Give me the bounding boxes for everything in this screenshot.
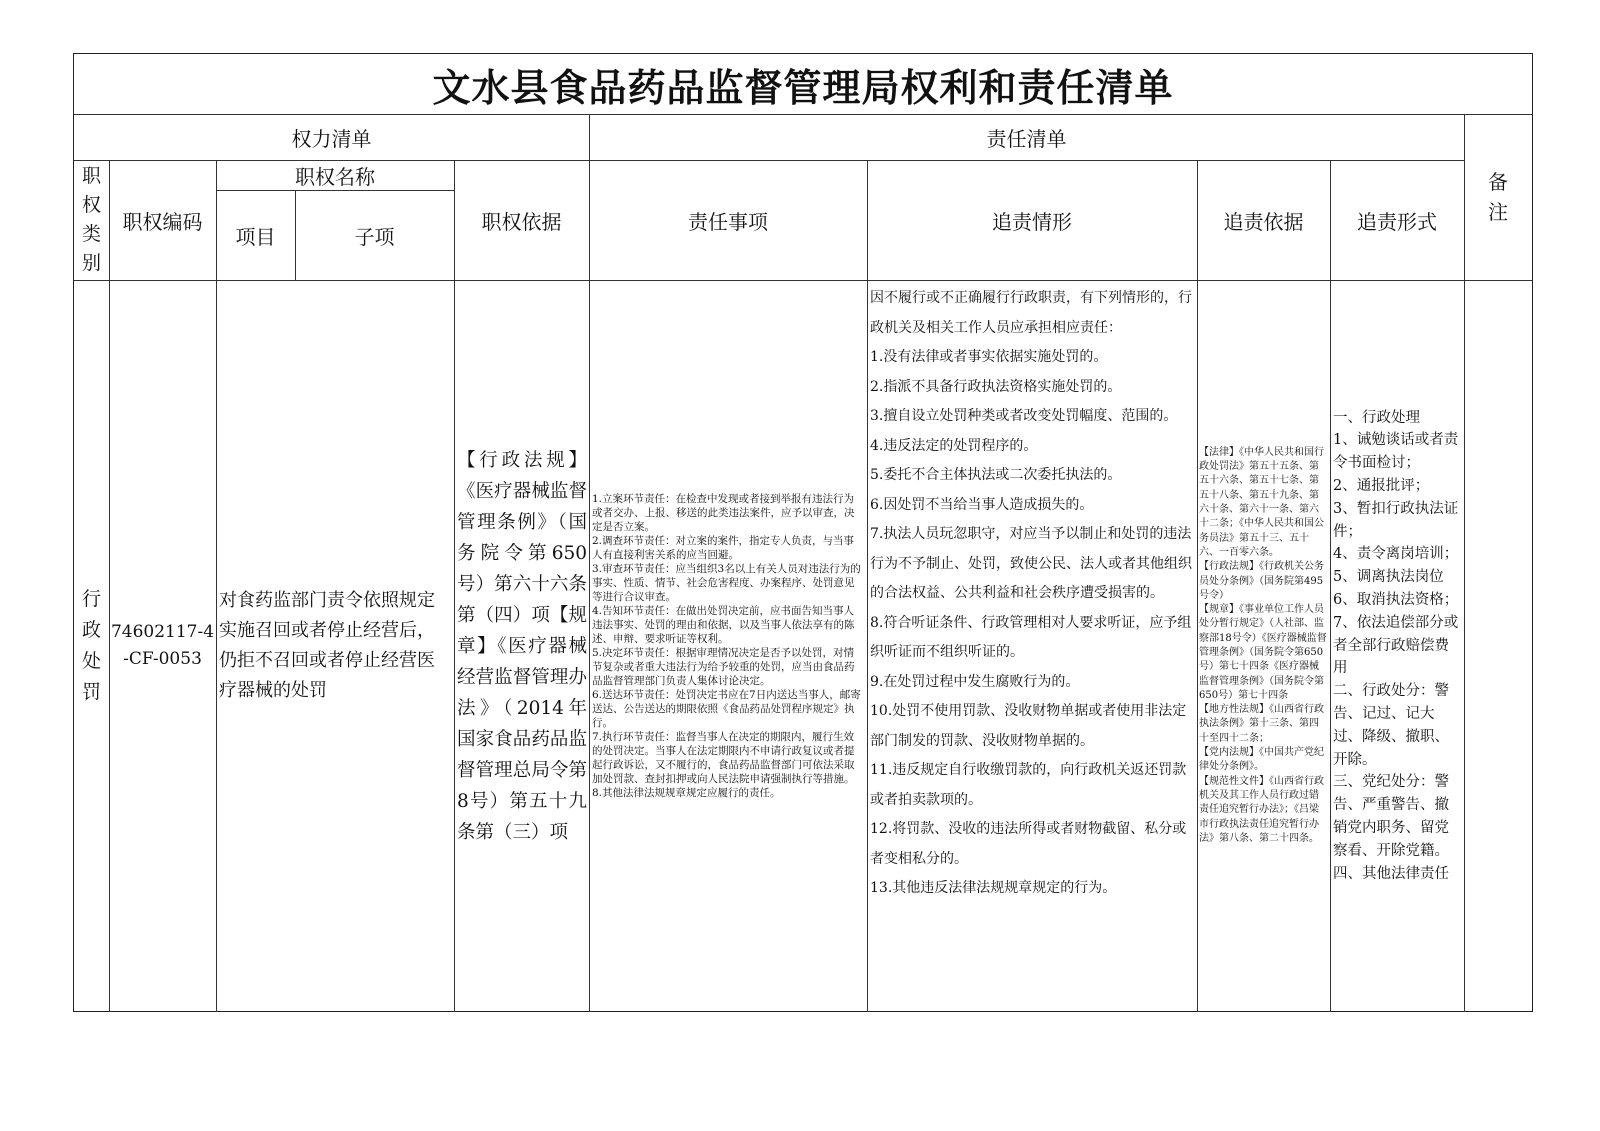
accountability-basis-item: 【规范性文件】《山西省行政机关及其工作人员行政过错责任追究暂行办法》；《吕梁市行政执法责任追究暂行办法》第八条、第二十四条。 [1199,775,1324,844]
duty-item: 6.送达环节责任：处罚决定书应在7日内送达当事人，邮寄送达、公告送达的期限依照《食品药品处罚程序规定》执行。 [592,689,861,729]
accountability-basis-item: 【党内法规】《中国共产党纪律处分条例》。 [1199,747,1324,773]
item-header: 项目 [235,224,276,249]
accountability-case: 10.处罚不使用罚款、没收财物单据或者使用非法定部门制发的罚款、没收财物单据的。 [870,703,1187,749]
category-header: 职权类别 [81,165,101,274]
accountability-form: 3、暂扣行政执法证件； [1333,500,1459,540]
accountability-cases-header: 追责情形 [992,209,1072,234]
basis-cell: 【行政法规】《医疗器械监督管理条例》（国务院令第650号）第六十六条第（四）项【规章】《医疗器械经营监督管理办法》（2014年国家食品药品监督管理总局令第8号）第五十九条第（三）项 [457,449,587,843]
accountability-form: 4、责令离岗培训； [1333,546,1459,563]
accountability-case: 5.委托不合主体执法或二次委托执法的。 [870,467,1122,483]
accountability-forms-cell [1330,280,1464,1012]
accountability-case: 3.擅自设立处罚种类或者改变处罚幅度、范围的。 [870,408,1178,424]
accountability-basis-cell [1197,280,1330,1012]
duty-item: 5.决定环节责任：根据审理情况决定是否予以处罚，对情节复杂或者重大违法行为给予较重的处罚，应当由食品药品监督管理部门负责人集体讨论决定。 [592,647,855,687]
accountability-case: 2.指派不具备行政执法资格实施处罚的。 [870,378,1122,395]
page-title: 文水县食品药品监督管理局权利和责任清单 [432,65,1174,110]
duties-header: 责任事项 [688,209,768,234]
code-header: 职权编码 [122,209,203,234]
duty-item: 1.立案环节责任：在检查中发现或者接到举报有违法行为或者交办、上报、移送的此类违法案件，应予以审查，决定是否立案。 [592,493,855,533]
accountability-case: 8.符合听证条件、行政管理相对人要求听证，应予组织听证而不组织听证的。 [870,614,1192,660]
accountability-basis-item: 【地方性法规】《山西省行政执法条例》第十三条、第四十至四十二条； [1199,704,1324,744]
duty-item: 3.审查环节责任：应当组织3名以上有关人员对违法行为的事实、性质、情节、社会危害程度、办案程序、处罚意见等进行合议审查。 [592,563,861,603]
accountability-form: 5、调离执法岗位 [1333,569,1444,586]
accountability-basis-item: 【行政法规】《行政机关公务员处分条例》（国务院第495号令） [1199,561,1324,601]
code-line1: 74602117-4 [110,622,215,642]
accountability-form: 6、取消执法资格； [1333,592,1459,608]
accountability-case: 13.其他违反法律法规规章规定的行为。 [870,880,1117,896]
code-cell [109,280,216,1012]
accountability-case: 9.在处罚过程中发生腐败行为的。 [870,673,1080,690]
name-group-header: 职权名称 [295,164,375,189]
basis-header: 职权依据 [481,209,562,234]
code-line2: -CF-0053 [123,649,202,669]
accountability-case: 12.将罚款、没收的违法所得或者财物截留、私分或者变相私分的。 [870,821,1187,867]
accountability-form: 2、通报批评； [1333,478,1430,495]
accountability-form: 二、行政处分：警告、记过、记大过、降级、撤职、开除。 [1333,683,1449,768]
power-list-header: 权力清单 [291,126,372,151]
accountability-form: 四、其他法律责任 [1333,865,1449,882]
duties-cell [589,280,867,1012]
accountability-form: 1、诫勉谈话或者责令书面检讨； [1333,432,1459,472]
accountability-form: 7、依法追偿部分或者全部行政赔偿费用 [1333,614,1459,677]
accountability-intro: 因不履行或不正确履行行政职责，有下列情形的，行政机关及相关工作人员应承担相应责任： [870,290,1192,336]
accountability-case: 7.执法人员玩忽职守，对应当予以制止和处罚的违法行为不予制止、处罚，致使公民、法人或者其他组织的合法权益、公共利益和社会秩序遭受损害的。 [870,526,1192,601]
duty-item: 2.调查环节责任：对立案的案件，指定专人负责，与当事人有直接利害关系的应当回避。 [592,535,855,561]
duty-item: 8.其他法律法规规章规定应履行的责任。 [592,787,781,799]
accountability-case: 1.没有法律或者事实依据实施处罚的。 [870,349,1108,365]
remarks-cell [1464,280,1532,1012]
accountability-case: 4.违反法定的处罚程序的。 [870,437,1038,454]
accountability-basis-item: 【规章】《事业单位工作人员处分暂行规定》（人社部、监察部18号令）《医疗器械监督管理条例》（国务院令第650号）第七十四条《医疗器械监督管理条例》（国务院令第650号）第七十四条 [1199,604,1327,701]
subitem-header: 子项 [354,224,395,249]
accountability-forms-header: 追责形式 [1357,209,1437,234]
category-cell: 行政处罚 [81,588,101,703]
accountability-case: 11.违反规定自行收缴罚款的，向行政机关返还罚款或者拍卖款项的。 [870,762,1187,808]
accountability-cases-cell [867,280,1197,1012]
accountability-basis-header: 追责依据 [1223,209,1304,234]
accountability-form: 一、行政处理 [1333,409,1420,426]
accountability-form: 三、党纪处分：警告、严重警告、撤销党内职务、留党察看、开除党籍。 [1333,774,1449,859]
accountability-basis-item: 【法律】《中华人民共和国行政处罚法》第五十五条、第五十六条、第五十七条、第五十八条、第五十九条、第六十条、第六十一条、第六十二条；《中华人民共和国公务员法》第五十三、五十六、一百零六条。 [1199,446,1324,558]
remarks-header: 备注 [1488,170,1508,224]
duty-item: 4.告知环节责任：在做出处罚决定前，应书面告知当事人违法事实、处罚的理由和依据，以及当事人依法享有的陈述、申辩、要求听证等权利。 [592,605,855,645]
responsibility-list-header: 责任清单 [986,126,1067,151]
accountability-case: 6.因处罚不当给当事人造成损失的。 [870,496,1094,513]
rights-responsibility-table [73,53,1533,1012]
item-name-cell: 对食药监部门责令依照规定实施召回或者停止经营后，仍拒不召回或者停止经营医疗器械的处罚 [219,590,435,701]
duty-item: 7.执行环节责任：监督当事人在决定的期限内，履行生效的处罚决定。当事人在法定期限内不申请行政复议或者提起行政诉讼，又不履行的，食品药品监督部门可依法采取加处罚款、查封扣押或向人民法院申请强制执行等措施。 [592,731,855,785]
